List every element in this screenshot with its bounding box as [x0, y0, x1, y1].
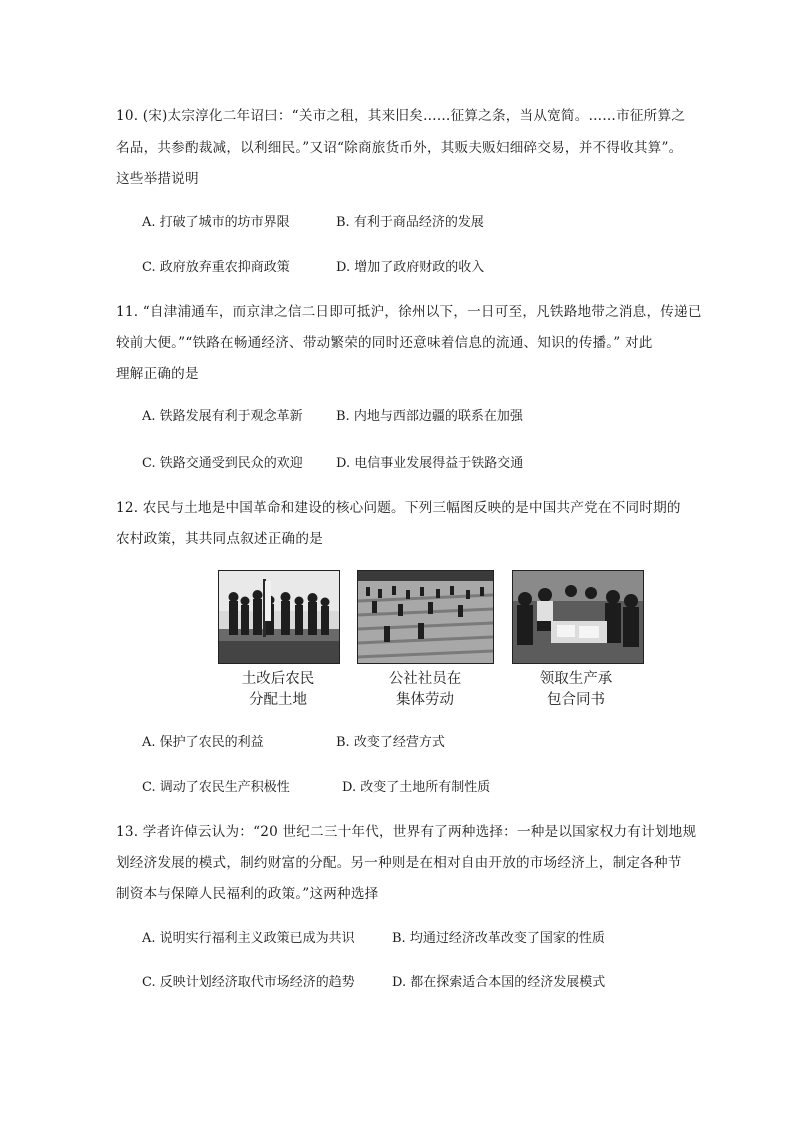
q10-option-c[interactable]: C. 政府放弃重农抑商政策	[142, 260, 290, 275]
q10-option-a[interactable]: A. 打破了城市的坊市界限	[142, 215, 290, 230]
q13-line-3: 制资本与保障人民福利的政策。”这两种选择	[116, 886, 379, 902]
q11-line-3: 理解正确的是	[116, 366, 199, 382]
caption-contract-line-2: 包合同书	[547, 692, 605, 708]
q11-option-a[interactable]: A. 铁路发展有利于观念革新	[142, 409, 303, 424]
q13-line-1: 13. 学者许倬云认为：“20 世纪二三十年代，世界有了两种选择：一种是以国家权力有计划地规	[116, 824, 697, 840]
caption-land-reform-line-1: 土改后农民	[241, 671, 315, 687]
q10-line-1: 10. (宋)太宗淳化二年诏曰：“关市之租，其来旧矣……征算之条，当从宽简。……市征所算之	[116, 108, 686, 124]
q12-option-c[interactable]: C. 调动了农民生产积极性	[142, 780, 290, 795]
photo-contract	[512, 570, 644, 664]
q11-line-2: 较前大便。”“铁路在畅通经济、带动繁荣的同时还意味着信息的流通、知识的传播。” 对此	[116, 335, 653, 351]
photo-collective-labor	[357, 570, 494, 664]
q10-option-d[interactable]: D. 增加了政府财政的收入	[336, 260, 485, 275]
q13-option-b[interactable]: B. 均通过经济改革改变了国家的性质	[392, 931, 605, 946]
q11-line-1: 11. “自津浦通车，而京津之信二日即可抵沪，徐州以下，一日可至，凡铁路地带之消息，传递已	[116, 304, 702, 320]
q11-option-c[interactable]: C. 铁路交通受到民众的欢迎	[142, 456, 303, 471]
photo-land-reform	[218, 570, 340, 664]
caption-collective-labor-line-2: 集体劳动	[396, 692, 454, 708]
caption-contract-line-1: 领取生产承	[539, 671, 613, 687]
caption-contract	[506, 669, 646, 711]
q12-line-1: 12. 农民与土地是中国革命和建设的核心问题。下列三幅图反映的是中国共产党在不同时期的	[116, 500, 681, 516]
q13-option-d[interactable]: D. 都在探索适合本国的经济发展模式	[392, 975, 606, 990]
q10-line-2: 名品，共参酌裁减，以利细民。”又诏“除商旅货币外，其贩夫贩妇细碎交易，并不得收其算”。	[116, 140, 683, 156]
q12-option-d[interactable]: D. 改变了土地所有制性质	[342, 780, 491, 795]
caption-collective-labor	[355, 669, 495, 711]
caption-collective-labor-line-1: 公社社员在	[388, 671, 462, 687]
q10-line-3: 这些举措说明	[116, 171, 199, 187]
q11-option-d[interactable]: D. 电信事业发展得益于铁路交通	[336, 456, 524, 471]
q12-line-2: 农村政策，其共同点叙述正确的是	[116, 531, 323, 547]
q11-option-b[interactable]: B. 内地与西部边疆的联系在加强	[336, 409, 523, 424]
q13-option-c[interactable]: C. 反映计划经济取代市场经济的趋势	[142, 975, 355, 990]
caption-land-reform	[208, 669, 348, 711]
caption-land-reform-line-2: 分配土地	[249, 692, 307, 708]
q13-option-a[interactable]: A. 说明实行福利主义政策已成为共识	[142, 931, 355, 946]
q13-line-2: 划经济发展的模式，制约财富的分配。另一种则是在相对自由开放的市场经济上，制定各种节	[116, 855, 682, 871]
q12-option-b[interactable]: B. 改变了经营方式	[336, 735, 445, 750]
q12-option-a[interactable]: A. 保护了农民的利益	[142, 735, 264, 750]
q10-option-b[interactable]: B. 有利于商品经济的发展	[336, 215, 484, 230]
